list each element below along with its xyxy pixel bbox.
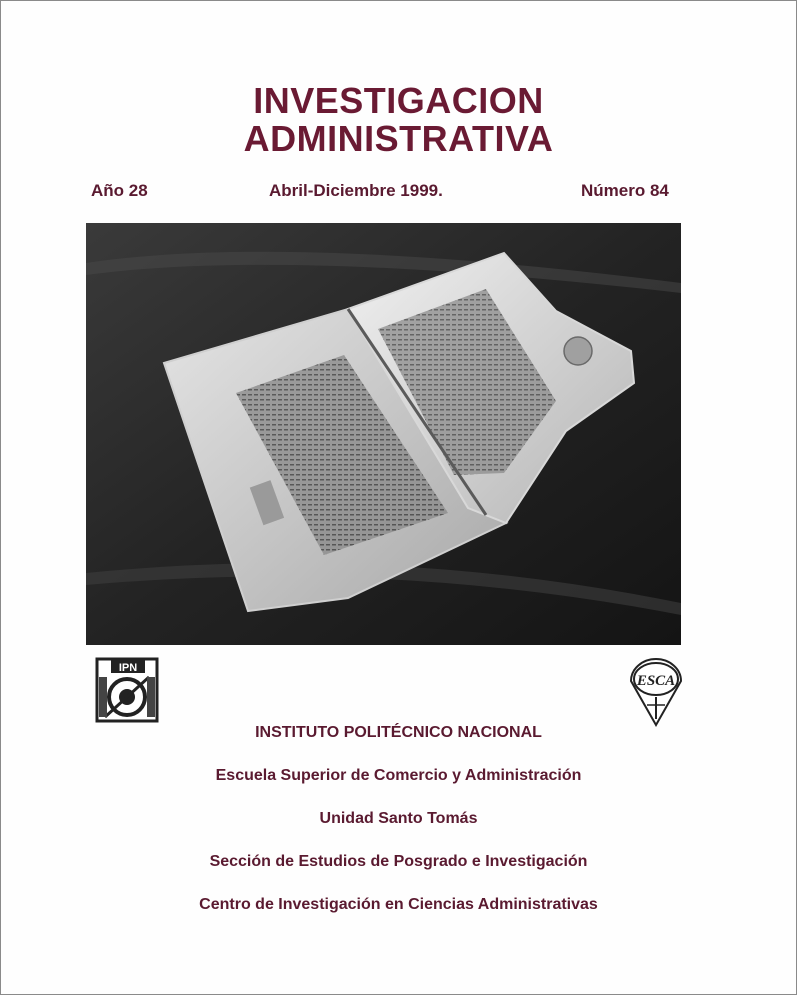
esca-emblem-icon [627,657,685,727]
volume-year: Año 28 [91,181,148,200]
center-name: Centro de Investigación en Ciencias Administrativas [199,896,598,913]
issue-date: Abril-Diciembre 1999. [269,181,443,200]
svg-text:IPN: IPN [118,662,138,674]
campus-name: Unidad Santo Tomás [319,810,478,827]
institution-name: INSTITUTO POLITÉCNICO NACIONAL [255,724,542,741]
journal-title-line2: ADMINISTRATIVA [243,118,554,159]
issue-number: Número 84 [581,181,669,200]
svg-text:ESCA: ESCA [636,673,676,689]
section-name: Sección de Estudios de Posgrado e Investigación [209,853,588,870]
school-name: Escuela Superior de Comercio y Administración [215,767,582,784]
journal-title-line1: INVESTIGACION [253,80,544,121]
cover-photo-old-manuscript [86,223,681,645]
ipn-seal-icon [95,657,159,723]
